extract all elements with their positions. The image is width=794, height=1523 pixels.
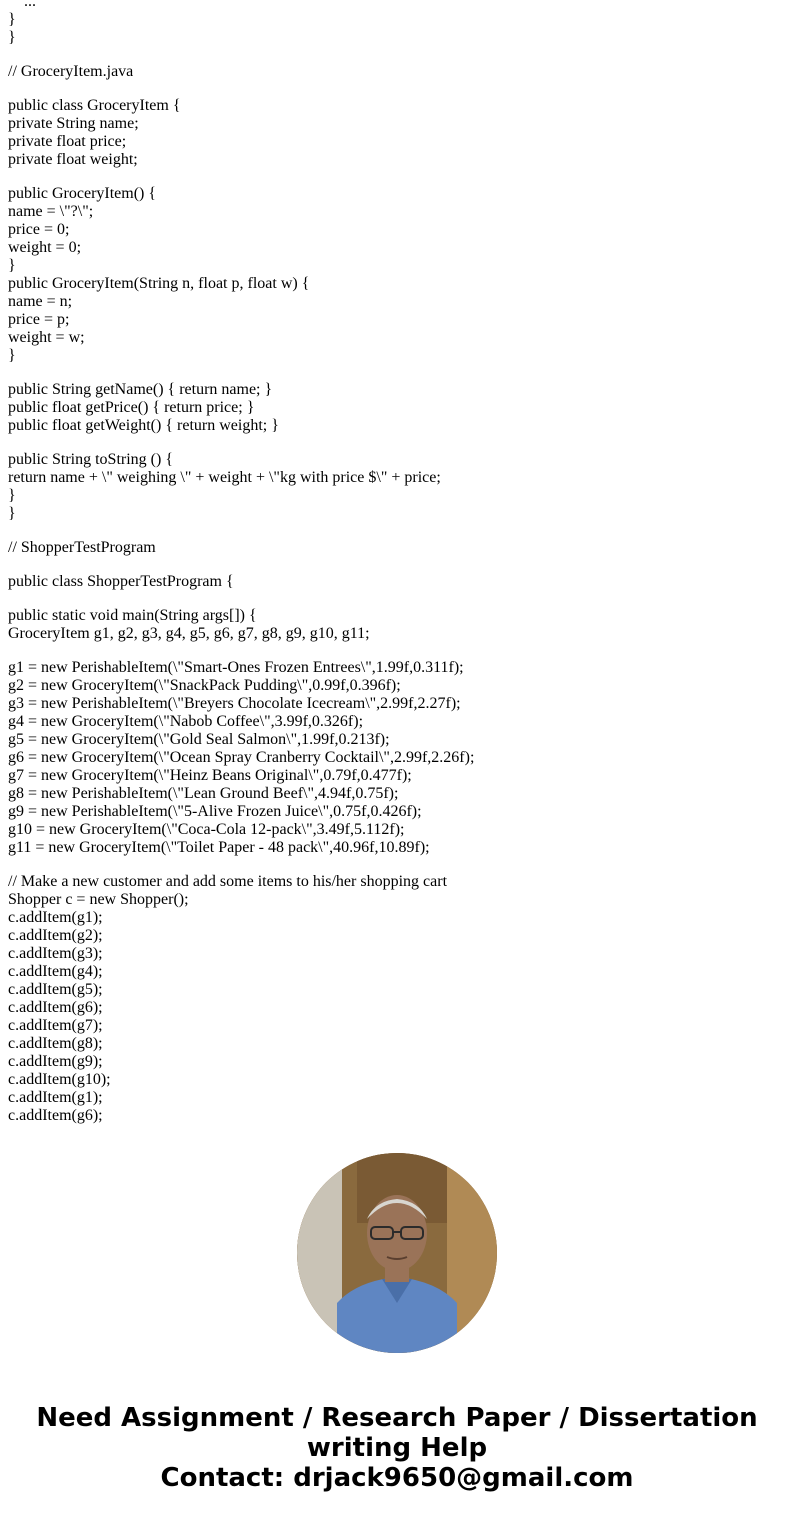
contact-banner <box>0 1403 794 1493</box>
code-line: weight = 0; <box>8 239 82 256</box>
banner-line-2: writing Help <box>306 1433 488 1463</box>
code-line: g10 = new GroceryItem(\"Coca-Cola 12-pack\",3.49f,5.112f); <box>8 821 405 838</box>
code-line: g5 = new GroceryItem(\"Gold Seal Salmon\",1.99f,0.213f); <box>8 731 390 748</box>
code-line: c.addItem(g10); <box>8 1071 111 1088</box>
code-line: c.addItem(g8); <box>8 1035 103 1052</box>
code-line: public class GroceryItem { <box>8 97 181 114</box>
blank-line <box>8 365 788 381</box>
blank-line <box>8 435 788 451</box>
code-line: public GroceryItem(String n, float p, float w) { <box>8 275 310 292</box>
code-line: g9 = new PerishableItem(\"5-Alive Frozen Juice\",0.75f,0.426f); <box>8 803 422 820</box>
code-line: Shopper c = new Shopper(); <box>8 891 189 908</box>
code-line: c.addItem(g3); <box>8 945 103 962</box>
code-line: c.addItem(g5); <box>8 981 103 998</box>
code-line: } <box>8 487 16 504</box>
code-line: // GroceryItem.java <box>8 63 134 80</box>
code-line: } <box>8 11 16 28</box>
blank-line <box>8 643 788 659</box>
code-line: ... <box>8 0 36 10</box>
code-line: g11 = new GroceryItem(\"Toilet Paper - 48 pack\",40.96f,10.89f); <box>8 839 430 856</box>
blank-line <box>8 47 788 63</box>
code-line: g7 = new GroceryItem(\"Heinz Beans Original\",0.79f,0.477f); <box>8 767 412 784</box>
banner-contact-line: Contact: drjack9650@gmail.com <box>160 1463 634 1493</box>
code-line: c.addItem(g6); <box>8 999 103 1016</box>
code-line: } <box>8 505 16 522</box>
code-line: price = p; <box>8 311 70 328</box>
code-line: g8 = new PerishableItem(\"Lean Ground Beef\",4.94f,0.75f); <box>8 785 399 802</box>
code-line: price = 0; <box>8 221 70 238</box>
code-line: public static void main(String args[]) { <box>8 607 257 624</box>
code-line: } <box>8 257 16 274</box>
code-line: g2 = new GroceryItem(\"SnackPack Pudding\",0.99f,0.396f); <box>8 677 401 694</box>
code-line: } <box>8 29 16 46</box>
blank-line <box>8 857 788 873</box>
code-line: c.addItem(g9); <box>8 1053 103 1070</box>
code-line: g6 = new GroceryItem(\"Ocean Spray Cranberry Cocktail\",2.99f,2.26f); <box>8 749 475 766</box>
author-avatar <box>297 1153 497 1353</box>
blank-line <box>8 169 788 185</box>
code-listing <box>8 0 788 1125</box>
code-line: private String name; <box>8 115 139 132</box>
code-line: public float getPrice() { return price; } <box>8 399 255 416</box>
code-line: public class ShopperTestProgram { <box>8 573 234 590</box>
code-line: private float price; <box>8 133 127 150</box>
code-line: c.addItem(g1); <box>8 1089 103 1106</box>
code-line: public float getWeight() { return weight; } <box>8 417 279 434</box>
code-line: public GroceryItem() { <box>8 185 157 202</box>
code-line: } <box>8 347 16 364</box>
code-line: g4 = new GroceryItem(\"Nabob Coffee\",3.99f,0.326f); <box>8 713 364 730</box>
code-line: name = n; <box>8 293 73 310</box>
code-line: return name + \" weighing \" + weight + \"kg with price $\" + price; <box>8 469 441 486</box>
blank-line <box>8 81 788 97</box>
code-line: c.addItem(g1); <box>8 909 103 926</box>
code-line: GroceryItem g1, g2, g3, g4, g5, g6, g7, g8, g9, g10, g11; <box>8 625 370 642</box>
code-line: c.addItem(g2); <box>8 927 103 944</box>
code-line: g3 = new PerishableItem(\"Breyers Chocolate Icecream\",2.99f,2.27f); <box>8 695 461 712</box>
code-line: public String toString () { <box>8 451 174 468</box>
code-line: weight = w; <box>8 329 85 346</box>
code-line: g1 = new PerishableItem(\"Smart-Ones Frozen Entrees\",1.99f,0.311f); <box>8 659 464 676</box>
code-line: c.addItem(g6); <box>8 1107 103 1124</box>
code-line: public String getName() { return name; } <box>8 381 273 398</box>
blank-line <box>8 523 788 539</box>
code-line: c.addItem(g4); <box>8 963 103 980</box>
code-line: // ShopperTestProgram <box>8 539 156 556</box>
code-line: private float weight; <box>8 151 138 168</box>
code-line: // Make a new customer and add some items to his/her shopping cart <box>8 873 448 890</box>
blank-line <box>8 591 788 607</box>
banner-line-1: Need Assignment / Research Paper / Dissertation <box>36 1403 758 1433</box>
avatar-photo <box>297 1153 497 1353</box>
blank-line <box>8 557 788 573</box>
code-line: name = \"?\"; <box>8 203 94 220</box>
code-line: c.addItem(g7); <box>8 1017 103 1034</box>
